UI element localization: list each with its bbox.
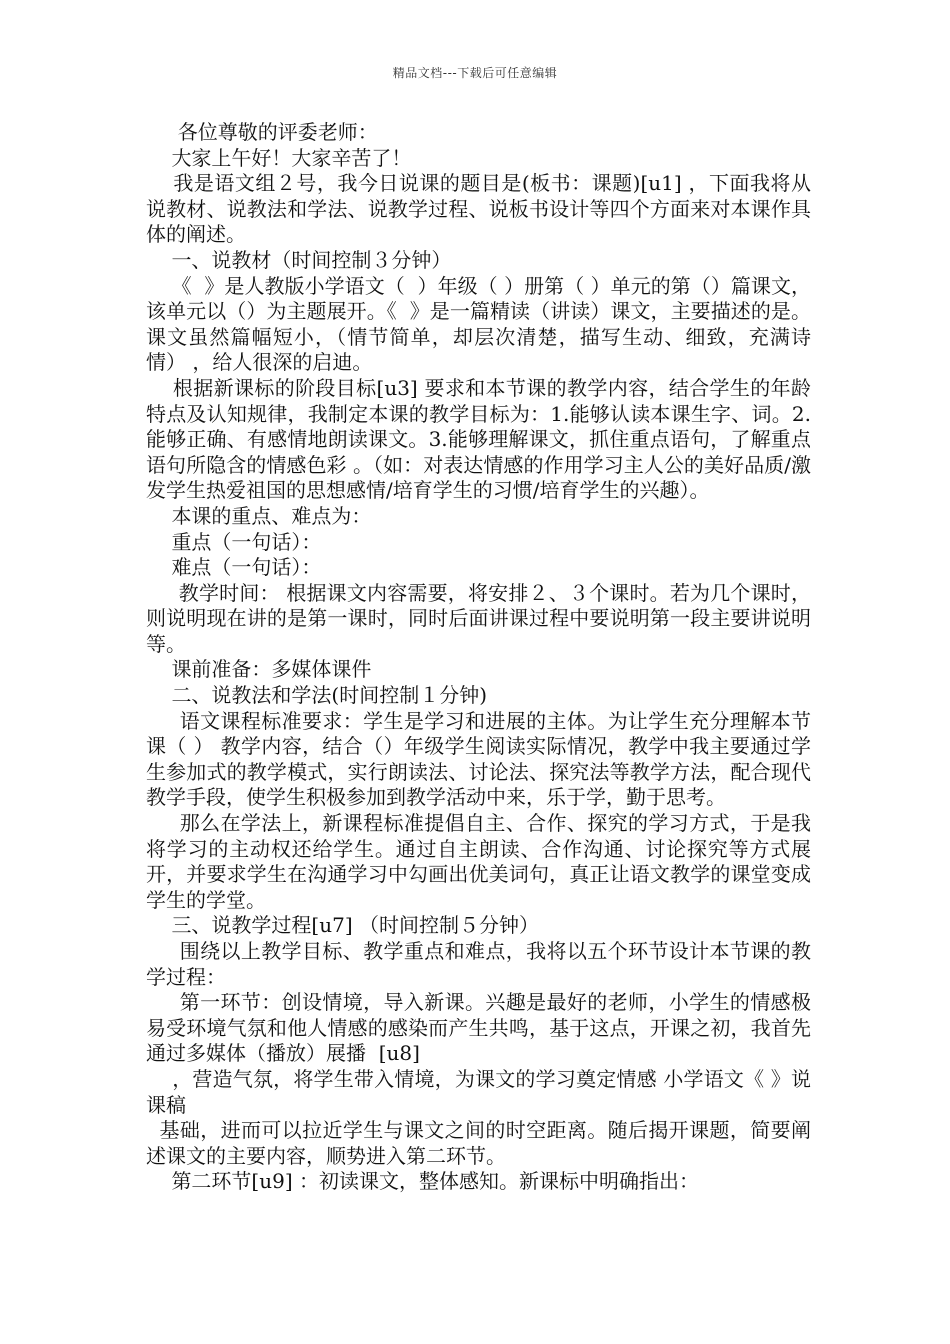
paragraph: 围绕以上教学目标、教学重点和难点，我将以五个环节设计本节课的教学过程： [146,939,812,989]
paragraph: 教学时间： 根据课文内容需要，将安排２、３个课时。若为几个课时，则说明现在讲的是第一课时，同时后面讲课过程中要说明第一段主要讲说明等。 [146,580,812,656]
paragraph: 语文课程标准要求：学生是学习和进展的主体。为让学生充分理解本节课（ ） 教学内容，结合（）年级学生阅读实际情况，教学中我主要通过学生参加式的教学模式，实行朗读法、讨论法、探究法等教学方法，配合现代教学手段，使学生积极参加到教学活动中来，乐于学，勤于思考。 [146,708,812,810]
paragraph: 我是语文组２号，我今日说课的题目是(板书：课题)[u1] ，下面我将从说教材、说教法和学法、说教学过程、说板书设计等四个方面来对本课作具体的阐述。 [146,171,811,247]
paragraph: 重点（一句话）： [146,529,322,554]
paragraph: 根据新课标的阶段目标[u3] 要求和本节课的教学内容，结合学生的年龄特点及认知规律，我制定本课的教学目标为：1.能够认读本课生字、词。2.能够正确、有感情地朗读课文。3.能够理解课文，抓住重点语句，了解重点语句所隐含的情感色彩 。（如：对表达情感的作用学习主人公的美好品质/激发学生热爱祖国的思想感情/培育学生的习惯/培育学生的兴趣）。 [146,375,811,503]
paragraph: 本课的重点、难点为： [146,503,372,528]
paragraph: 大家上午好！大家辛苦了！ [146,145,412,170]
paragraph: 基础，进而可以拉近学生与课文之间的时空距离。随后揭开课题，简要阐述课文的主要内容，顺势进入第二环节。 [146,1118,812,1168]
paragraph: 各位尊敬的评委老师： [146,120,378,144]
paragraph: 第二环节[u9] ：初读课文，整体感知。新课标中明确指出： [146,1169,700,1194]
page-header: 精品文档---下载后可任意编辑 [392,66,558,80]
section-heading: 三、说教学过程[u7] （时间控制５分钟） [146,913,540,938]
section-heading: 一、说教材（时间控制３分钟） [146,247,452,272]
paragraph: 那么在学法上，新课程标准提倡自主、合作、探究的学习方式，于是我将学习的主动权还给学生。通过自主朗读、合作沟通、讨论探究等方式展开，并要求学生在沟通学习中勾画出优美词句，真正让语文教学的课堂变成学生的学堂。 [146,811,812,912]
section-heading: 二、说教法和学法(时间控制１分钟) [146,683,488,708]
paragraph: ，营造气氛，将学生带入情境，为课文的学习奠定情感 小学语文《 》说课稿 [146,1066,812,1117]
paragraph: 难点（一句话）： [146,555,322,580]
paragraph: 《 》是人教版小学语文（ ）年级（ ）册第（ ）单元的第（）篇课文，该单元以（）为主题展开。《 》是一篇精读（讲读）课文，主要描述的是。课文虽然篇幅短小，（情节简单，却层次清楚，描写生动、细致，充满诗情） ，给人很深的启迪。 [146,273,811,375]
paragraph: 第一环节：创设情境，导入新课。兴趣是最好的老师，小学生的情感极易受环境气氛和他人情感的感染而产生共鸣，基于这点，开课之初，我首先通过多媒体（播放）展播 [u8] [146,990,812,1066]
paragraph: 课前准备：多媒体课件 [146,657,372,682]
document-body [146,120,811,1195]
